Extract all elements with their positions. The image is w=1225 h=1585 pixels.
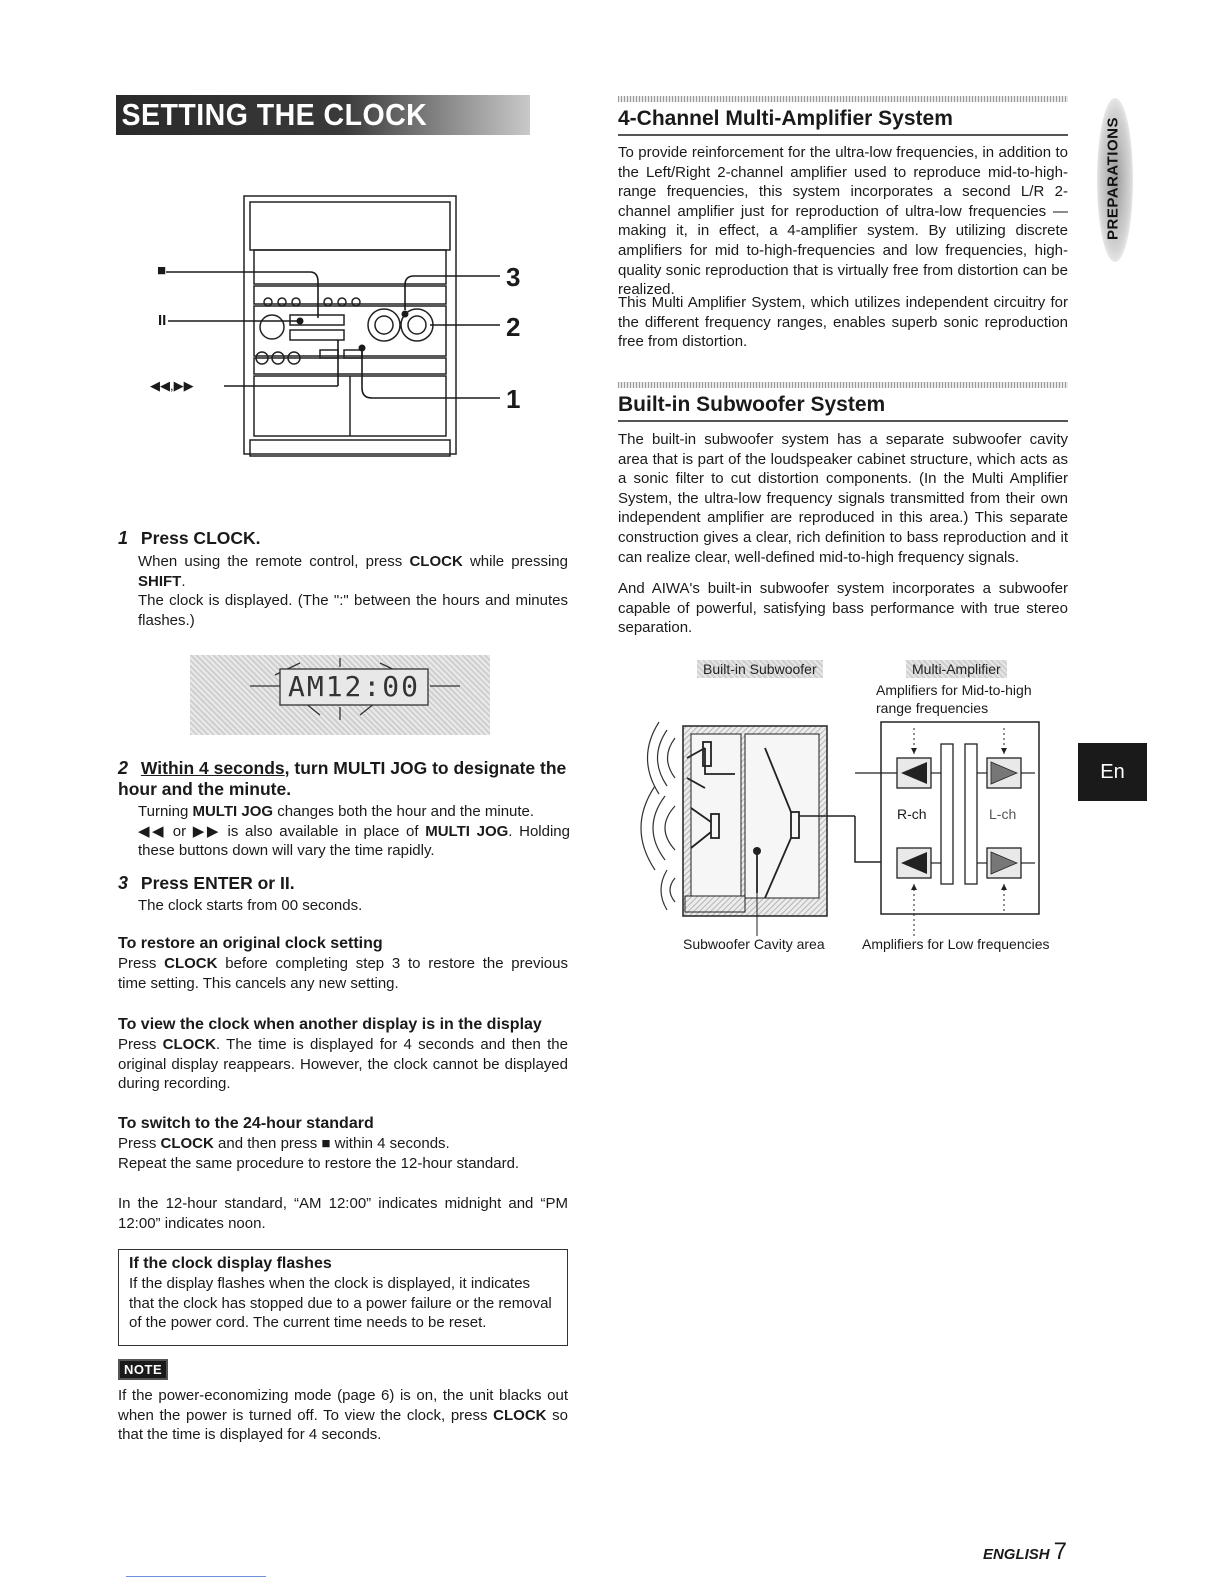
callout-2: 2 (506, 312, 521, 342)
callout-3: 3 (506, 262, 521, 292)
page-title: SETTING THE CLOCK (116, 95, 530, 135)
lch-label: L-ch (989, 806, 1017, 822)
speaker-diagram-svg (615, 718, 1045, 938)
stop-key-label: ■ (157, 262, 167, 279)
restore-body: Press CLOCK before completing step 3 to restore the previous time setting. This cancels any new setting. (118, 955, 568, 992)
cavity-label: Subwoofer Cavity area (683, 936, 825, 952)
step-2-body-2: ◀◀ or ▶▶ is also available in place of MULTI JOG. Holding these buttons down will vary the time rapidly. (138, 822, 570, 860)
builtin-subwoofer-label: Built-in Subwoofer (697, 660, 823, 678)
callout-1: 1 (506, 384, 521, 414)
multi-amp-p1: To provide reinforcement for the ultra-low frequencies, in addition to the Left/Right 2-channel amplifier used to reproduce mid-to-high-range frequencies, this system incorporates a second L/R 2-channel amplifier just for reproduction of ultra-low frequencies — making it, in effect, a 4-amplifier system. By utilizing discrete amplifiers for mid to-high-frequencies and low frequencies, high-quality sonic reproduction that is virtually free from distortion can be realized. (618, 144, 1068, 299)
note-body: If the power-economizing mode (page 6) is on, the unit blacks out when the power is turned off. To view the clock, press CLOCK so that the time is displayed for 4 seconds. (118, 1387, 568, 1444)
step-1-number: 1 (118, 528, 129, 548)
subwoofer-underline (618, 420, 1068, 422)
twelve-hour-text: In the 12-hour standard, “AM 12:00” indicates midnight and “PM 12:00” indicates noon. (118, 1195, 568, 1232)
step-2 (118, 758, 570, 861)
multi-amp-underline (618, 134, 1068, 136)
page-number: 7 (1053, 1538, 1067, 1565)
view-body: Press CLOCK. The time is displayed for 4 seconds and then the original display reappears. However, the clock cannot be displayed during recording. (118, 1036, 568, 1093)
pause-key-label: II (158, 312, 167, 329)
step-3 (118, 873, 570, 916)
rule-subwoofer (618, 382, 1068, 388)
switch24-body-2: Repeat the same procedure to restore the 12-hour standard. (118, 1154, 520, 1172)
step-1 (118, 528, 568, 630)
step-2-heading-underline: Within 4 seconds (140, 758, 285, 778)
multi-amp-heading: 4-Channel Multi-Amplifier System (618, 107, 953, 130)
multi-amp-p2: This Multi Amplifier System, which utilizes independent circuitry for the different frequency ranges, enables superb sonic reproduction free from distortion. (618, 294, 1068, 351)
page-footer (983, 1538, 1067, 1566)
switch24-body: Press CLOCK and then press ■ within 4 seconds. (118, 1135, 450, 1152)
step-2-body-1: Turning MULTI JOG changes both the hour and the minute. (138, 803, 535, 820)
preparations-label: PREPARATIONS (1104, 117, 1122, 240)
restore-section (118, 934, 568, 993)
amp-low-label: Amplifiers for Low frequencies (862, 936, 1050, 952)
step-3-number: 3 (118, 873, 129, 893)
multi-amplifier-label: Multi-Amplifier (906, 660, 1007, 678)
view-section (118, 1015, 568, 1094)
note-badge: NOTE (118, 1359, 168, 1380)
step-2-heading: , turn MULTI JOG to designate the hour and the minute. (118, 758, 567, 799)
speaker-diagram (615, 718, 1045, 938)
switch24-heading: To switch to the 24-hour standard (118, 1115, 374, 1132)
rch-label: R-ch (897, 806, 927, 822)
step-2-number: 2 (118, 758, 129, 778)
amp-mid-high-label: Amplifiers for Mid-to-high range frequencies (876, 682, 1032, 716)
flash-warning-box (118, 1249, 568, 1346)
clock-display-illustration (190, 655, 490, 735)
step-1-body-1: When using the remote control, press CLOCK while pressing SHIFT. (138, 553, 568, 590)
subwoofer-p1: The built-in subwoofer system has a separate subwoofer cavity area that is part of the loudspeaker cabinet structure, which acts as a sonic filter to cut distortion components. (In the Multi Amplifier System, the ultra-low frequency signals transmitted from their own independent amplifier are reproduced in this area.) This separate construction gives a clear, rich definition to bass reproduction and it can realize clear, well-defined mid-to-high frequency signals. (618, 431, 1068, 566)
step-1-heading: Press CLOCK. (140, 528, 261, 548)
rule-multi-amp (618, 96, 1068, 102)
bottom-link-line (126, 1576, 266, 1577)
flash-heading: If the clock display flashes (129, 1255, 332, 1272)
language-tab: En (1078, 743, 1147, 801)
subwoofer-p2: And AIWA's built-in subwoofer system incorporates a subwoofer capable of powerful, satisfying bass performance with true stereo separation. (618, 580, 1068, 637)
step-3-heading: Press ENTER or II. (140, 873, 295, 893)
footer-language: ENGLISH (982, 1546, 1050, 1563)
preparations-tab (1093, 90, 1133, 270)
switch24-section (118, 1114, 568, 1173)
clock-readout: AM12:00 (287, 670, 420, 703)
step-1-body-2: The clock is displayed. (The ":" between the hours and minutes flashes.) (138, 592, 568, 629)
skip-key-label: ◀◀,▶▶ (150, 378, 194, 393)
note-section (118, 1359, 568, 1445)
subwoofer-heading: Built-in Subwoofer System (618, 393, 886, 416)
view-heading: To view the clock when another display is in the display (118, 1016, 542, 1033)
flash-body: If the display flashes when the clock is displayed, it indicates that the clock has stopped due to a power failure or the removal of the power cord. The current time needs to be reset. (129, 1275, 552, 1332)
restore-heading: To restore an original clock setting (118, 935, 383, 952)
step-3-body: The clock starts from 00 seconds. (138, 897, 363, 914)
